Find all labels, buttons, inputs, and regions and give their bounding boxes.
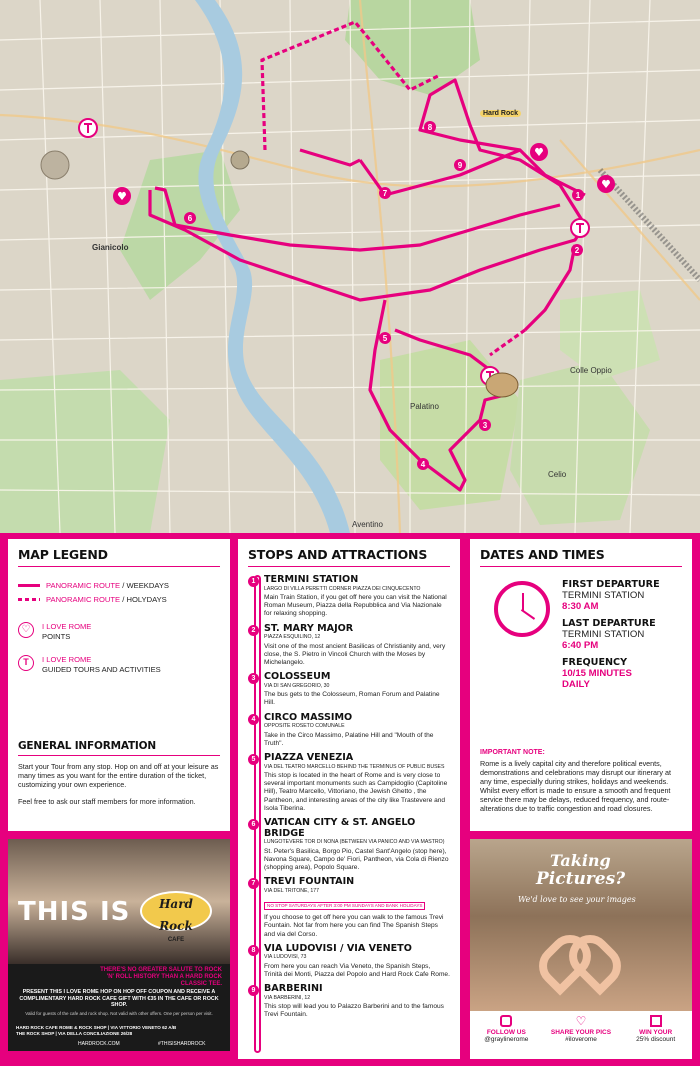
ad-hashtag: #THISISHARDROCK	[158, 1041, 206, 1047]
important-note-text: Rome is a lively capital city and therefore political events, demonstrations and celebrations may disrupt our itinerary at any time, especially during strikes, holidays and weekends. Whilst every effort is made to ensure a smooth and frequent service there may be delays, reduced frequency, and route-alterations due to traffic congestion and road closures.	[480, 759, 671, 813]
map-legend-panel: MAP LEGEND PANORAMIC ROUTE / WEEKDAYS PANORAMIC ROUTE / HOLYDAYS ♡ I LOVE ROME POINTS T I LOVE ROME GUIDED TOURS AND ACTIVITIES GENERAL INFORMATION Start your Tour from any stop. Hop on and off at your leisure as many times as you want for the entire duration of the ticket, customizing your own experience. Feel free to ask our staff members for more information.	[8, 539, 230, 831]
st-peters-landmark	[41, 151, 69, 179]
map-label-hard-rock: Hard Rock	[480, 110, 521, 117]
stop-description: Visit one of the most ancient Basilicas of Christianity and, very close, the S. Pietro in Vincoli Church with the Moses by Michelangelo.	[264, 642, 446, 667]
stop-name: TERMINI STATION	[264, 574, 359, 585]
dates-title: DATES AND TIMES	[480, 547, 605, 562]
stop-name: COLOSSEUM	[264, 671, 331, 683]
hard-rock-logo: Hard Rock CAFE	[140, 891, 212, 931]
stop-item	[248, 624, 450, 668]
legend-title: MAP LEGEND	[18, 547, 108, 562]
map-stop-7	[379, 187, 391, 199]
tours-pin-icon	[571, 219, 589, 237]
stop-item	[248, 753, 450, 813]
frequency-label: FREQUENCY	[562, 657, 628, 668]
stop-number-badge: 4	[248, 714, 259, 725]
map-stop-5	[379, 332, 391, 344]
stop-item	[248, 877, 450, 939]
stop-number-badge: 5	[248, 754, 259, 765]
first-departure-time: 8:30 AM	[562, 601, 599, 612]
ad-addr1: HARD ROCK CAFE ROME & ROCK SHOP | VIA VITTORIO VENETO 62 A/B	[16, 1025, 177, 1030]
stop-address: VIA DI SAN GREGORIO, 30	[264, 682, 330, 689]
stop-name: BARBERINI	[264, 983, 323, 995]
stop-item	[248, 672, 450, 707]
stop-address: VIA DEL TEATRO MARCELLO BEHIND THE TERMINUS OF PUBLIC BUSES	[264, 763, 445, 770]
frequency-daily: DAILY	[562, 679, 590, 690]
svg-text:2: 2	[574, 246, 580, 255]
stops-panel	[238, 539, 460, 1059]
promo-script-1: Taking	[550, 851, 611, 870]
ad-addr2: THE ROCK SHOP | VIA DELLA CONCILIAZIONE 26/28	[16, 1031, 133, 1036]
stop-address: VIA BARBERINI, 12	[264, 994, 311, 1001]
ad-big-text: THIS IS	[18, 897, 131, 927]
map-stop-1	[572, 189, 584, 201]
win-block[interactable]: WIN YOUR 25% discount	[621, 1015, 691, 1043]
svg-text:5: 5	[382, 334, 388, 343]
ad-fine: Valid for guests of the cafe and rock shop. Not valid with other offers. One per person per visit.	[25, 1011, 213, 1016]
solid-route-swatch	[18, 584, 40, 587]
stop-address: LUNGOTEVERE TOR DI NONA (BETWEEN VIA PANICO AND VIA MASTRO)	[264, 839, 445, 846]
heart-hands-icon	[538, 925, 624, 995]
map-stop-2	[571, 244, 583, 256]
stop-number-badge: 8	[248, 945, 259, 956]
stop-address: LARGO DI VILLA PERETTI CORNER PIAZZA DEI CINQUECENTO	[264, 585, 421, 592]
stop-note: NO STOP SATURDAYS AFTER 3:00 PM SUNDAYS AND BANK HOLIDAYS	[264, 902, 425, 910]
clock-icon	[494, 581, 550, 637]
stop-address: PIAZZA ESQUILINO, 12	[264, 634, 321, 641]
last-departure-place: TERMINI STATION	[562, 629, 645, 640]
promo-script-2: Pictures?	[536, 869, 626, 889]
svg-text:8: 8	[427, 123, 433, 132]
important-note-title: IMPORTANT NOTE:	[480, 749, 545, 756]
ad-coupon-strip	[8, 1051, 230, 1059]
castel-sant-angelo-landmark	[231, 151, 249, 169]
map-label-palatino: Palatino	[410, 402, 439, 411]
stop-description: St. Peter's Basilica, Borgo Pio, Castel Sant'Angelo (stop here), Navona Square, Campo de' Fiori, Pantheon, via Cola di Rienzo (shopping area), Popolo Square.	[264, 847, 449, 871]
first-departure-place: TERMINI STATION	[562, 590, 645, 601]
map-label-gianicolo: Gianicolo	[92, 243, 129, 252]
stop-description: This stop is located in the heart of Rome and is very close to several important monuments such as Campidoglio (Capitoline Hill), Teatro Marcello, Vittoriano, the Jewish Ghetto , the Pantheon, and interesting areas of the city like Trastevere and Isola Tiberina.	[264, 772, 448, 812]
dates-panel	[470, 539, 692, 831]
svg-text:6: 6	[187, 214, 193, 223]
last-departure-time: 6:40 PM	[562, 640, 599, 651]
follow-us-block[interactable]: FOLLOW US @graylinerome	[471, 1015, 541, 1043]
stop-name: PIAZZA VENEZIA	[264, 752, 354, 764]
share-pics-block[interactable]: ♡ SHARE YOUR PICS #iloverome	[544, 1015, 618, 1043]
stop-name: CIRCO MASSIMO	[264, 711, 353, 723]
ad-headline: THERE'S NO GREATER SALUTE TO ROCK 'N' ROLL HISTORY THAN A HARD ROCK CLASSIC TEE.	[100, 967, 222, 987]
stop-item	[248, 818, 450, 872]
stop-name: VATICAN CITY & ST. ANGELO BRIDGE	[264, 817, 416, 839]
stop-number-badge: 9	[248, 985, 259, 996]
svg-text:3: 3	[482, 421, 488, 430]
general-info-text: Start your Tour from any stop. Hop on and off at your leisure as many times as you want for the entire duration of the ticket, customizing your own experience.	[18, 762, 219, 789]
stop-number-badge: 1	[248, 576, 259, 587]
map-stop-8	[424, 121, 436, 133]
stop-description: Main Train Station, if you get off here you can visit the National Roman Museum, Piazza della Repubblica and Via Nazionale for relaxing shopping.	[264, 594, 447, 618]
photo-promo-ad[interactable]	[470, 839, 692, 1059]
dashed-route-swatch	[18, 598, 40, 601]
stop-name: ST. MARY MAJOR	[264, 622, 354, 634]
stop-description: The bus gets to the Colosseum, Roman Forum and Palatine Hill.	[264, 691, 440, 707]
map-label-colle-oppio: Colle Oppio	[570, 366, 612, 375]
general-info-title: GENERAL INFORMATION	[18, 740, 156, 752]
tours-pin-icon	[79, 119, 97, 137]
instagram-icon	[500, 1015, 512, 1027]
map-stop-6	[184, 212, 196, 224]
stop-address: OPPOSITE ROSETO COMUNALE	[264, 723, 345, 730]
map-stop-9	[454, 159, 466, 171]
first-departure-label: FIRST DEPARTURE	[562, 579, 660, 590]
map-label-aventino: Aventino	[352, 520, 383, 529]
points-heart-icon	[530, 143, 548, 161]
gift-icon	[650, 1015, 662, 1027]
svg-text:4: 4	[420, 460, 426, 469]
stop-description: This stop will lead you to Palazzo Barberini and to the famous Trevi Fountain.	[264, 1003, 444, 1019]
svg-text:9: 9	[457, 161, 463, 170]
stop-item	[248, 713, 450, 748]
hard-rock-coupon-ad[interactable]	[8, 839, 230, 1059]
stop-item	[248, 944, 450, 979]
stop-item	[248, 984, 450, 1019]
stop-item	[248, 575, 450, 619]
stop-number-badge: 3	[248, 673, 259, 684]
svg-text:1: 1	[575, 191, 581, 200]
map-label-celio: Celio	[548, 470, 567, 479]
points-heart-icon	[113, 187, 131, 205]
ad-offer: PRESENT THIS I LOVE ROME HOP ON HOP OFF COUPON AND RECEIVE A COMPLIMENTARY HARD ROCK CAFE GIFT WITH €35 IN THE CAFE OR ROCK SHOP.	[19, 989, 219, 1009]
stop-number-badge: 2	[248, 625, 259, 636]
stop-description: Take in the Circo Massimo, Palatine Hill and "Mouth of the Truth".	[264, 731, 434, 747]
stop-description: If you choose to get off here you can walk to the famous Trevi Fountain. Not far from here you can find The Spanish Steps and via del Corso.	[264, 914, 444, 938]
heart-point-icon: ♡	[18, 622, 34, 638]
stop-name: VIA LUDOVISI / VIA VENETO	[264, 942, 412, 954]
stop-address: VIA LUDOVISI, 73	[264, 954, 307, 961]
stops-title: STOPS AND ATTRACTIONS	[248, 547, 428, 562]
stops-list	[248, 575, 450, 1020]
points-heart-icon	[597, 175, 615, 193]
last-departure-label: LAST DEPARTURE	[562, 618, 656, 629]
map-stop-4	[417, 458, 429, 470]
heart-icon: ♡	[575, 1014, 587, 1028]
colosseum-landmark	[486, 373, 518, 397]
stop-description: From here you can reach Via Veneto, the Spanish Steps, Trinità dei Monti, Piazza del Popolo and Hard Rock Cafe Rome.	[264, 962, 450, 978]
stop-name: TREVI FOUNTAIN	[264, 876, 355, 888]
general-info-text2: Feel free to ask our staff members for more information.	[18, 797, 196, 806]
stop-address: VIA DEL TRITONE, 177	[264, 887, 319, 894]
tours-pin-legend-icon: T	[18, 655, 34, 671]
stop-number-badge: 7	[248, 878, 259, 889]
stop-number-badge: 6	[248, 819, 259, 830]
promo-script-3: We'd love to see your images	[518, 895, 636, 904]
ad-site: HARDROCK.COM	[78, 1041, 120, 1047]
svg-text:7: 7	[382, 189, 388, 198]
frequency-value: 10/15 MINUTES	[562, 668, 632, 679]
map-stop-3	[479, 419, 491, 431]
